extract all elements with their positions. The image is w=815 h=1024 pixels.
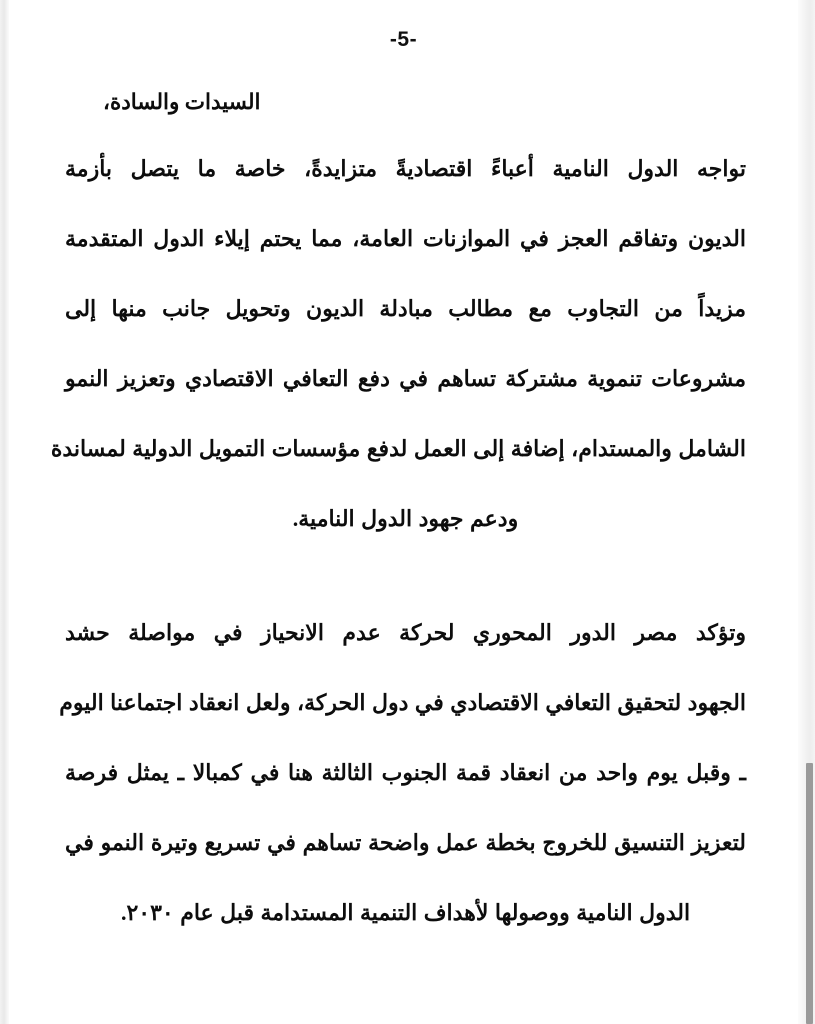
paragraph-1 — [50, 134, 746, 554]
paragraph-2-line-5: الدول النامية ووصولها لأهداف التنمية المستدامة قبل عام ٢٠٣٠. — [120, 900, 691, 926]
document-body — [9, 86, 798, 948]
paragraph-1-line-4: مشروعات تنموية مشتركة تساهم في دفع التعافي الاقتصادي وتعزيز النمو — [65, 366, 746, 392]
document-page — [9, 0, 798, 1024]
paragraph-1-line-3: مزيداً من التجاوب مع مطالب مبادلة الديون وتحويل جانب منها إلى — [65, 296, 746, 322]
paragraph-2-line-2: الجهود لتحقيق التعافي الاقتصادي في دول الحركة، ولعل انعقاد اجتماعنا اليوم — [59, 690, 746, 716]
paragraph-1-line-1: تواجه الدول النامية أعباءً اقتصاديةً متزايدةً، خاصة ما يتصل بأزمة — [65, 156, 746, 182]
page-edge-left — [0, 0, 9, 1024]
paragraph-2 — [59, 598, 746, 948]
vertical-scrollbar-thumb[interactable] — [806, 763, 813, 1024]
paragraph-spacer — [65, 562, 746, 598]
paragraph-2-line-3: ـ وقبل يوم واحد من انعقاد قمة الجنوب الثالثة هنا في كمبالا ـ يمثل فرصة — [65, 760, 746, 786]
paragraph-2-line-4: لتعزيز التنسيق للخروج بخطة عمل واضحة تساهم في تسريع وتيرة النمو في — [65, 830, 746, 856]
paragraph-1-line-6: ودعم جهود الدول النامية. — [292, 506, 519, 532]
paragraph-2-line-1: وتؤكد مصر الدور المحوري لحركة عدم الانحياز في مواصلة حشد — [65, 620, 746, 646]
vertical-scrollbar[interactable] — [804, 0, 815, 1024]
page-number: -5- — [389, 28, 418, 51]
paragraph-1-line-2: الديون وتفاقم العجز في الموازنات العامة، مما يحتم إيلاء الدول المتقدمة — [65, 226, 746, 252]
salutation-line: السيدات والسادة، — [103, 90, 261, 114]
paragraph-1-line-5: الشامل والمستدام، إضافة إلى العمل لدفع مؤسسات التمويل الدولية لمساندة — [50, 436, 746, 462]
